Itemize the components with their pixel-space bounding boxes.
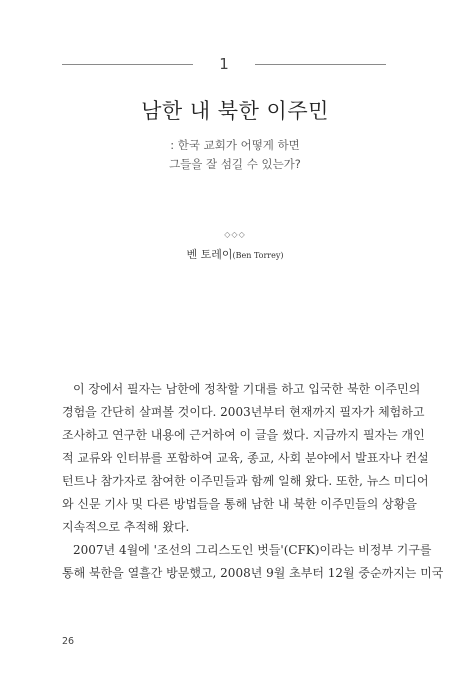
subtitle-line-2: 그들을 잘 섬길 수 있는가?	[169, 157, 301, 171]
author-byline	[0, 246, 470, 262]
body-line: 지속적으로 추적해 왔다.	[62, 520, 190, 534]
header-rule-right	[255, 64, 386, 65]
chapter-number: 1	[219, 55, 229, 73]
header-rule-left	[62, 64, 193, 65]
ornament-divider: ◇◇◇	[224, 230, 246, 239]
chapter-title: 남한 내 북한 이주민	[141, 99, 329, 123]
body-line: 턴트나 참가자로 참여한 이주민들과 함께 일해 왔다. 또한, 뉴스 미디어	[62, 474, 429, 488]
body-line: 와 신문 기사 및 다른 방법들을 통해 남한 내 북한 이주민들의 상황을	[62, 497, 417, 511]
chapter-subtitle	[0, 136, 470, 174]
body-line: 2007년 4월에 '조선의 그리스도인 벗들'(CFK)이라는 비정부 기구를	[73, 543, 432, 557]
body-line: 경험을 간단히 살펴볼 것이다. 2003년부터 현재까지 필자가 체험하고	[62, 405, 425, 419]
body-line: 통해 북한을 열흘간 방문했고, 2008년 9월 초부터 12월 중순까지는 미국	[62, 566, 444, 580]
body-line: 조사하고 연구한 내용에 근거하여 이 글을 썼다. 지금까지 필자는 개인	[62, 428, 425, 442]
body-line: 이 장에서 필자는 남한에 정착할 기대를 하고 입국한 북한 이주민의	[73, 382, 421, 396]
page-number: 26	[62, 636, 75, 647]
subtitle-line-1: : 한국 교회가 어떻게 하면	[170, 138, 300, 152]
author-name-en: (Ben Torrey)	[232, 251, 284, 260]
chapter-header	[62, 54, 386, 74]
body-text	[62, 378, 444, 585]
author-name-ko: 벤 토레이	[186, 248, 233, 261]
body-line: 적 교류와 인터뷰를 포함하여 교육, 종교, 사회 분야에서 발표자나 컨설	[62, 451, 429, 465]
